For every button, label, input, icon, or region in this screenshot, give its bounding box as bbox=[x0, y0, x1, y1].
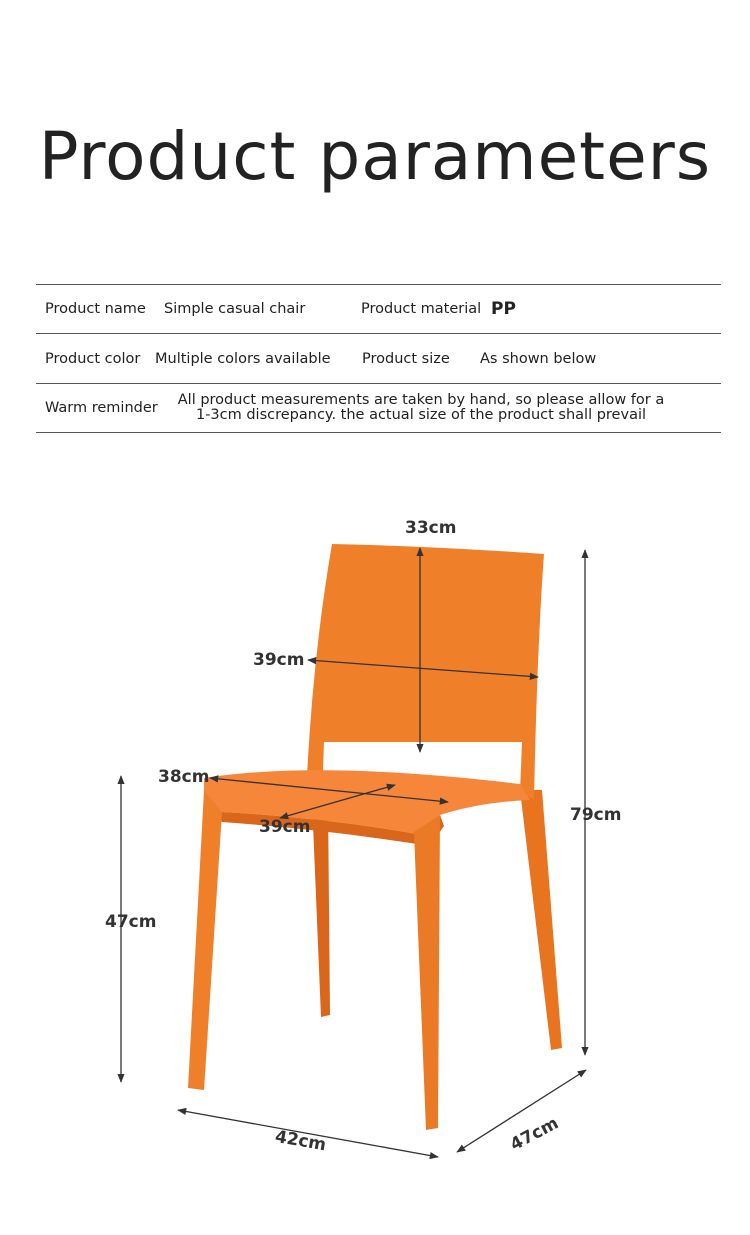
product-material-value: PP bbox=[491, 299, 516, 319]
product-material-label: Product material bbox=[361, 301, 482, 317]
dim-backrest-width: 39cm bbox=[253, 650, 305, 670]
dim-seat-height: 47cm bbox=[105, 912, 157, 932]
front-left-leg bbox=[188, 790, 222, 1090]
chair-dimension-figure bbox=[0, 440, 750, 1231]
dim-backrest-height: 33cm bbox=[405, 518, 457, 538]
dim-base-width: 42cm bbox=[273, 1126, 328, 1156]
product-name-label: Product name bbox=[45, 301, 146, 317]
dim-seat-depth: 39cm bbox=[259, 817, 311, 837]
dim-total-height: 79cm bbox=[570, 805, 622, 825]
front-right-leg bbox=[414, 815, 440, 1130]
back-left-leg bbox=[312, 800, 330, 1017]
warm-reminder-label: Warm reminder bbox=[45, 400, 158, 416]
product-name-value: Simple casual chair bbox=[164, 301, 306, 317]
chair-illustration bbox=[0, 440, 750, 1231]
table-row bbox=[36, 384, 721, 433]
warm-reminder-text: All product measurements are taken by hand, so please allow for a 1-3cm discrepancy. the actual size of the product shall prevail bbox=[177, 392, 665, 423]
product-color-label: Product color bbox=[45, 350, 141, 367]
backrest bbox=[306, 544, 544, 800]
parameters-table bbox=[36, 284, 721, 433]
product-size-value: As shown below bbox=[480, 350, 597, 367]
table-row bbox=[36, 285, 721, 334]
product-size-label: Product size bbox=[362, 350, 450, 367]
dim-seat-width: 38cm bbox=[158, 767, 210, 787]
page-title: Product parameters bbox=[38, 118, 712, 195]
back-right-leg bbox=[520, 790, 562, 1050]
product-color-value: Multiple colors available bbox=[155, 350, 331, 367]
table-row bbox=[36, 334, 721, 384]
dim-base-depth: 47cm bbox=[507, 1113, 562, 1156]
